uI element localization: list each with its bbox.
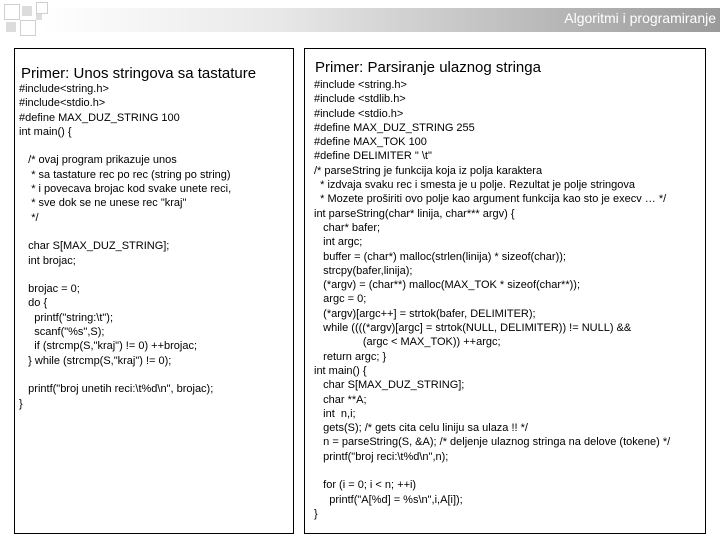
code-line	[19, 268, 231, 282]
code-line: printf("A[%d] = %s\n",i,A[i]);	[314, 493, 463, 506]
right-code-block	[314, 78, 670, 521]
code-line: */	[19, 211, 39, 224]
code-line: * Mozete proširiti ovo polje kao argument funkcija kao sto je execv … */	[314, 193, 667, 206]
code-line: printf("string:\t");	[19, 311, 113, 324]
code-line: char **A;	[314, 393, 367, 406]
code-line: #define MAX_DUZ_STRING 255	[314, 121, 475, 134]
code-line: n = parseString(S, &A); /* deljenje ulaznog stringa na delove (tokene) */	[314, 436, 671, 449]
code-line	[19, 225, 231, 239]
code-line: printf("broj unetih reci:\t%d\n", brojac);	[19, 383, 214, 396]
decor-square	[4, 4, 20, 20]
decor-square	[6, 22, 16, 32]
code-line	[314, 464, 670, 478]
code-line: if (strcmp(S,"kraj") != 0) ++brojac;	[19, 340, 198, 353]
code-line: #include <string.h>	[314, 79, 407, 91]
right-example-panel	[304, 48, 706, 534]
code-line: gets(S); /* gets cita celu liniju sa ulaza !! */	[314, 422, 528, 435]
code-line: do {	[19, 297, 48, 310]
code-line: argc = 0;	[314, 293, 367, 306]
code-line: * sve dok se ne unese rec "kraj"	[19, 197, 187, 210]
code-line: return argc; }	[314, 350, 387, 363]
code-line	[19, 139, 231, 153]
code-line: }	[19, 397, 23, 410]
slide-header	[0, 0, 720, 44]
code-line: while ((((*argv)[argc] = strtok(NULL, DELIMITER)) != NULL) &&	[314, 322, 632, 335]
code-line: int n,i;	[314, 407, 356, 420]
decor-square	[22, 6, 32, 16]
code-line: /* ovaj program prikazuje unos	[19, 154, 177, 167]
right-panel-title: Primer: Parsiranje ulaznog stringa	[315, 59, 541, 76]
code-line: (*argv) = (char**) malloc(MAX_TOK * sizeof(char**));	[314, 279, 581, 292]
code-line: for (i = 0; i < n; ++i)	[314, 479, 417, 492]
code-line	[19, 368, 231, 382]
code-line: (*argv)[argc++] = strtok(bafer, DELIMITER);	[314, 307, 536, 320]
code-line: #include<stdio.h>	[19, 97, 106, 110]
code-line: char* bafer;	[314, 221, 381, 234]
code-line: #define DELIMITER " \t"	[314, 150, 432, 163]
code-line: char S[MAX_DUZ_STRING];	[19, 240, 170, 253]
left-example-panel	[14, 48, 294, 534]
code-line: int main() {	[314, 364, 367, 377]
code-line: int argc;	[314, 236, 363, 249]
code-line: int main() {	[19, 125, 72, 138]
code-line: printf("broj reci:\t%d\n",n);	[314, 450, 449, 463]
code-line: #include<string.h>	[19, 83, 109, 95]
code-line: #include <stdio.h>	[314, 107, 404, 120]
code-line: int parseString(char* linija, char*** argv) {	[314, 207, 515, 220]
code-line: * sa tastature rec po rec (string po string)	[19, 168, 231, 181]
decor-square	[36, 14, 42, 20]
code-line: brojac = 0;	[19, 283, 80, 296]
code-line: #define MAX_TOK 100	[314, 136, 427, 149]
code-line: /* parseString je funkcija koja iz polja karaktera	[314, 164, 543, 177]
code-line: } while (strcmp(S,"kraj") != 0);	[19, 354, 172, 367]
code-line: buffer = (char*) malloc(strlen(linija) * sizeof(char));	[314, 250, 566, 263]
decor-square	[20, 20, 36, 36]
slide-course-title: Algoritmi i programiranje	[564, 10, 716, 26]
code-line: scanf("%s",S);	[19, 326, 105, 339]
code-line: (argc < MAX_TOK)) ++argc;	[314, 336, 501, 349]
code-line: int brojac;	[19, 254, 76, 267]
decor-square	[36, 2, 48, 14]
code-line: * i povecava brojac kod svake unete reci,	[19, 183, 232, 196]
code-line: }	[314, 507, 318, 520]
left-code-block	[19, 82, 231, 411]
code-line: char S[MAX_DUZ_STRING];	[314, 379, 465, 392]
code-line: strcpy(bafer,linija);	[314, 264, 413, 277]
left-panel-title: Primer: Unos stringova sa tastature	[21, 65, 257, 82]
code-line: #include <stdlib.h>	[314, 93, 406, 106]
code-line: * izdvaja svaku rec i smesta je u polje. Rezultat je polje stringova	[314, 179, 635, 192]
code-line: #define MAX_DUZ_STRING 100	[19, 111, 180, 124]
